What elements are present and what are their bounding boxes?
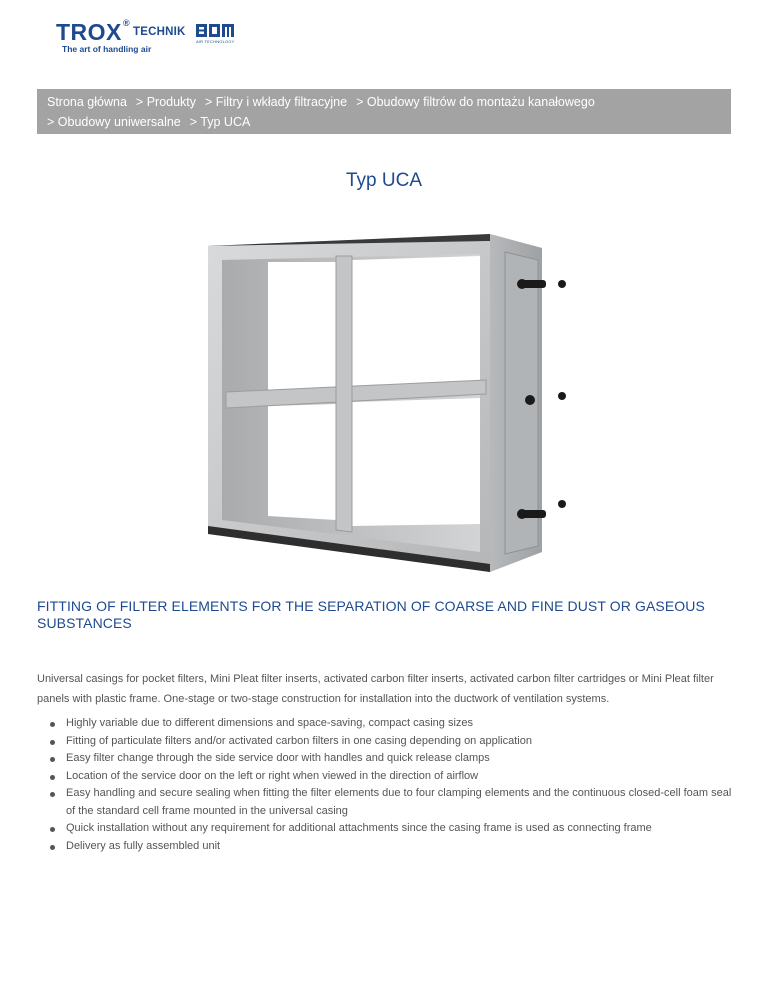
logo-tagline: The art of handling air xyxy=(62,44,152,54)
list-item: Quick installation without any requirement for additional attachments since the casing frame is used as connecting frame xyxy=(37,820,739,838)
list-item: Location of the service door on the left or right when viewed in the direction of airflow xyxy=(37,768,739,786)
breadcrumb-current: > Typ UCA xyxy=(189,115,251,129)
list-item: Highly variable due to different dimensions and space-saving, compact casing sizes xyxy=(37,715,739,733)
list-item: Easy filter change through the side service door with handles and quick release clamps xyxy=(37,750,739,768)
breadcrumb-home[interactable]: Strona główna xyxy=(47,95,127,109)
logo-partner-subtext: AIR TECHNOLOGY xyxy=(196,39,235,44)
hbm-logo xyxy=(196,24,234,40)
logo-suffix: TECHNIK xyxy=(133,26,186,38)
breadcrumb xyxy=(37,89,731,134)
list-item: Fitting of particulate filters and/or activated carbon filters in one casing depending on application xyxy=(37,733,739,751)
logo-wordmark: TROX xyxy=(56,19,122,45)
list-item: Delivery as fully assembled unit xyxy=(37,838,739,856)
intro-paragraph: Universal casings for pocket filters, Mini Pleat filter inserts, activated carbon filter inserts, activated carbon filter cartridges or Mini Pleat filter panels with plastic frame. One-stage or two-stage construction for installation into the ductwork of ventilation systems. xyxy=(37,673,714,705)
trox-logo[interactable] xyxy=(56,20,246,56)
list-item: Easy handling and secure sealing when fitting the filter elements due to four clamping elements and the continuous closed-cell foam seal of the standard cell frame mounted in the universal casing xyxy=(37,785,739,820)
breadcrumb-duct-filter-casings[interactable]: > Obudowy filtrów do montażu kanałowego xyxy=(356,95,595,109)
breadcrumb-products[interactable]: > Produkty xyxy=(135,95,197,109)
feature-list xyxy=(37,715,739,855)
breadcrumb-filters[interactable]: > Filtry i wkłady filtracyjne xyxy=(205,95,348,109)
page-title: Typ UCA xyxy=(345,170,423,191)
breadcrumb-universal-casings[interactable]: > Obudowy uniwersalne xyxy=(47,115,181,129)
product-image xyxy=(190,234,590,578)
section-heading: FITTING OF FILTER ELEMENTS FOR THE SEPARATION OF COARSE AND FINE DUST OR GASEOUS SUBSTANCES xyxy=(37,598,705,631)
logo-registered-mark: ® xyxy=(123,18,130,28)
